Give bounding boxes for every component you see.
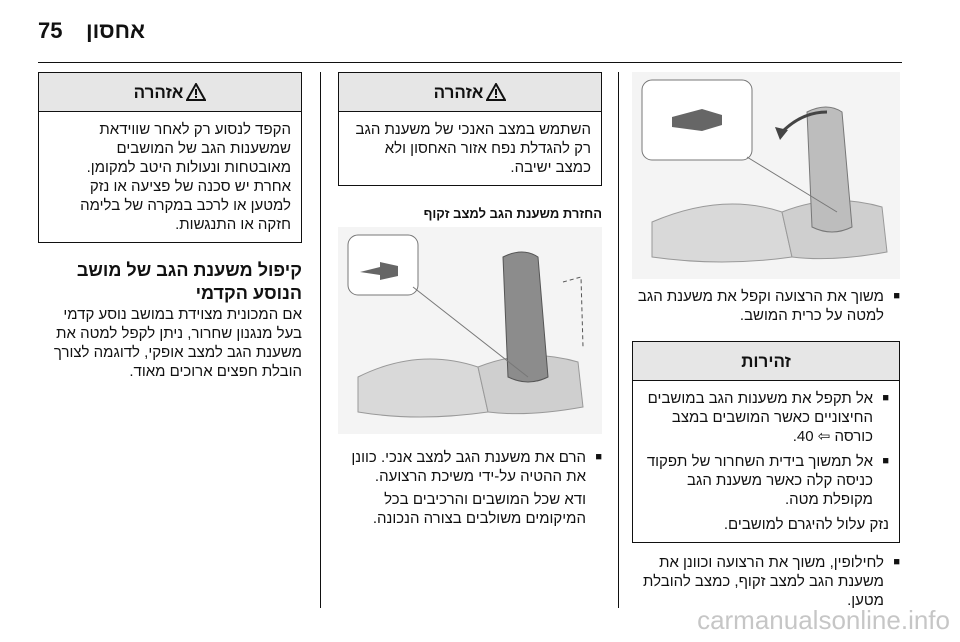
column-divider-left	[320, 72, 321, 608]
figure-caption: החזרת משענת הגב למצב זקוף	[423, 206, 602, 221]
instruction-bullet: ■ לחילופין, משוך את הרצועה וכוונן את משענת הגב למצב זקוף, כמצב להובלת מטען.	[632, 553, 900, 610]
header-rule	[38, 62, 902, 63]
seat-illustration	[632, 72, 900, 279]
seat-illustration	[338, 227, 602, 434]
warning-box	[338, 72, 602, 186]
warning-title: אזהרה	[133, 82, 184, 102]
caution-body	[633, 381, 899, 542]
caution-bullet: ■ אל תמשוך בידית השחרור של תפקוד כניסה קלה כאשר משענת הגב מקופלת מטה.	[643, 452, 889, 509]
warning-box	[38, 72, 302, 243]
seat-fold-figure	[632, 72, 900, 279]
caution-box	[632, 341, 900, 543]
note-text: ודא שכל המושבים והרכיבים בכל המיקומים משולבים בצורה הנכונה.	[372, 491, 586, 527]
column-divider-right	[618, 72, 619, 608]
watermark: carmanualsonline.info	[697, 605, 950, 635]
left-column	[38, 72, 302, 381]
warning-header	[39, 73, 301, 112]
middle-column	[338, 72, 602, 528]
caution-footnote: נזק עלול להיגרם למושבים.	[723, 516, 889, 533]
page-number: 75	[38, 18, 63, 43]
warning-title: אזהרה	[433, 82, 484, 102]
instruction-bullet: ■ משוך את הרצועה וקפל את משענת הגב למטה על כרית המושב.	[632, 287, 900, 325]
section-title: אחסון	[86, 18, 146, 43]
caution-bullet: ■ אל תקפל את משענות הגב במושבים החיצוניים כאשר המושבים במצב כורסה ⇦ 40.	[643, 389, 889, 446]
caution-header: זהירות	[633, 342, 899, 381]
right-column	[632, 72, 900, 610]
section-heading: קיפול משענת הגב של מושב הנוסע הקדמי	[76, 260, 302, 303]
warning-header	[339, 73, 601, 112]
warning-text: השתמש במצב האנכי של משענת הגב רק להגדלת נפח אזור האחסון ולא כמצב ישיבה.	[355, 121, 591, 176]
warning-icon	[186, 83, 206, 101]
seat-upright-figure	[338, 227, 602, 434]
instruction-bullet: ■ הרם את משענת הגב למצב אנכי. כוונן את ההטיה על-ידי משיכת הרצועה.	[338, 448, 602, 486]
warning-icon	[486, 83, 506, 101]
warning-text: הקפד לנסוע רק לאחר שווידאת שמשענות הגב של המושבים מאובטחות ונעולות היטב למקומן. אחרת יש סכנה של פציעה או נזק למטען או לרכב במקרה של בלימה חזקה או התנגשות.	[80, 121, 291, 233]
section-paragraph: אם המכונית מצוידת במושב נוסע קדמי בעל מנגנון שחרור, ניתן לקפל למטה את משענת הגב למצב אופקי, לדוגמה לצורך הובלת חפצים ארוכים מאוד.	[53, 306, 302, 380]
